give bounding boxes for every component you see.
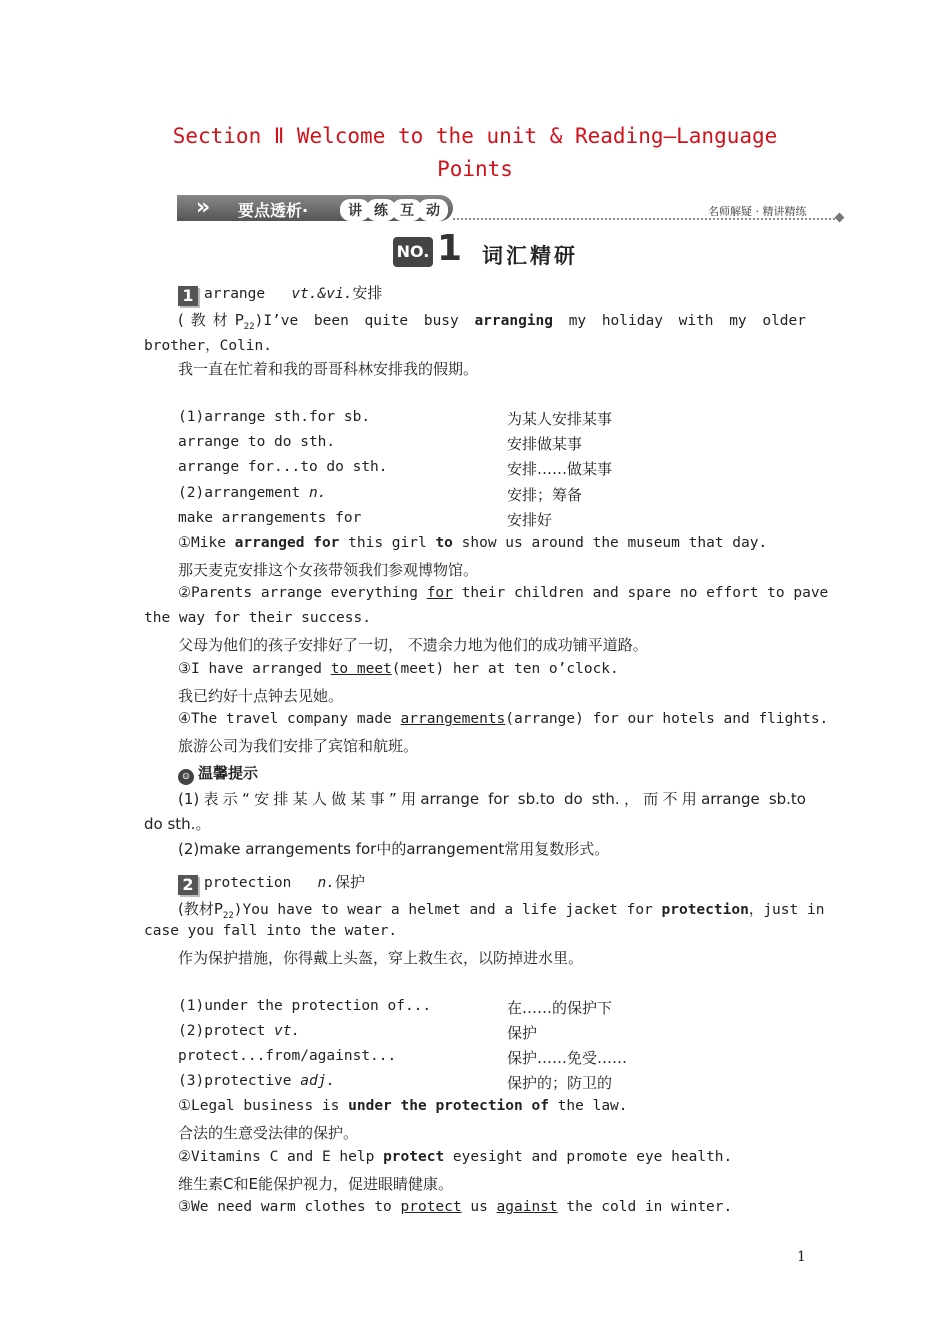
phrase-zh: 安排；筹备 [507, 486, 583, 504]
phrase-zh: 为某人安排某事 [507, 410, 613, 428]
phrase-zh: 在……的保护下 [507, 999, 613, 1017]
phrase-en: (1)under the protection of... [178, 998, 432, 1014]
phrase-en: protect...from/against... [178, 1048, 397, 1064]
phrase-zh: 保护 [507, 1024, 538, 1042]
diamond-icon [835, 213, 845, 223]
example-sentence-1-zh: 合法的生意受法律的保护。 [178, 1124, 359, 1142]
section-title: 词汇精研 [482, 244, 578, 268]
example-sentence-3: ③I have arranged to meet(meet) her at ten o’clock. [178, 661, 619, 677]
entry-number-badge: 2 [178, 875, 198, 895]
phrase-en: arrange to do sth. [178, 434, 336, 450]
tip-1-cont: do sth.。 [144, 815, 211, 833]
page-title: Section Ⅱ Welcome to the unit & Reading—Language [172, 124, 778, 148]
example-sentence-3: ③We need warm clothes to protect us against the cold in winter. [178, 1199, 733, 1215]
phrase-en: (2)arrangement n. [178, 485, 327, 501]
phrase-en: (2)protect vt. [178, 1023, 301, 1039]
tip-2: (2)make arrangements for中的arrangement常用复数形式。 [178, 840, 610, 858]
banner-pill-1: 讲 [340, 199, 370, 221]
example-sentence-1: ①Mike arranged for this girl to show us around the museum that day. [178, 535, 768, 551]
phrase-zh: 保护……免受…… [507, 1049, 628, 1067]
phrase-en: make arrangements for [178, 510, 362, 526]
double-chevron-icon: » [196, 195, 211, 220]
phrase-en: (1)arrange sth.for sb. [178, 409, 371, 425]
textbook-example-zh: 作为保护措施，你得戴上头盔，穿上救生衣，以防掉进水里。 [178, 949, 584, 967]
example-sentence-2: ②Parents arrange everything for their children and spare no effort to pave [178, 585, 829, 601]
banner-pill-2: 练 [366, 199, 396, 221]
banner-title: 要点透析· [238, 201, 309, 220]
phrase-zh: 安排……做某事 [507, 460, 613, 478]
phrase-zh: 保护的；防卫的 [507, 1074, 613, 1092]
textbook-example: (教材$P_{22})I’ve$ been quite busy arranging my holiday with my older [178, 311, 806, 332]
entry-heading-protection: 2 protection n.保护 [178, 871, 365, 895]
page-number: 1 [797, 1249, 806, 1265]
smile-icon: ☺ [178, 769, 194, 785]
example-sentence-4-zh: 旅游公司为我们安排了宾馆和航班。 [178, 737, 419, 755]
banner-pill-4: 动 [418, 199, 448, 221]
tip-1: (1)表示“安排某人做某事”用arrange for sb.to do sth.，而不用arrange sb.to [178, 790, 806, 808]
example-sentence-4: ④The travel company made arrangements(arrange) for our hotels and flights. [178, 711, 829, 727]
example-sentence-2-cont: the way for their success. [144, 610, 371, 626]
phrase-zh: 安排做某事 [507, 435, 583, 453]
page-title-line2: Points [437, 157, 513, 181]
textbook-example-cont: case you fall into the water. [144, 923, 398, 939]
textbook-example: (教材$P_{22})You$ have to wear a helmet and a life jacket for protection，just in [178, 900, 825, 921]
entry-heading-arrange: 1 arrange vt.&vi.安排 [178, 282, 382, 306]
no-badge: NO. [393, 237, 433, 267]
phrase-en: arrange for...to do sth. [178, 459, 388, 475]
banner-subtitle: 名师解疑 · 精讲精练 [708, 205, 807, 218]
banner-pill-3: 互 [392, 199, 422, 221]
textbook-example-cont: brother，Colin. [144, 338, 272, 354]
phrase-en: (3)protective adj. [178, 1073, 336, 1089]
tip-heading: ☺ 温馨提示 [178, 762, 258, 785]
example-sentence-3-zh: 我已约好十点钟去见她。 [178, 687, 344, 705]
example-sentence-1: ①Legal business is under the protection of the law. [178, 1098, 628, 1114]
entry-number-badge: 1 [178, 286, 198, 306]
example-sentence-2: ②Vitamins C and E help protect eyesight and promote eye health. [178, 1149, 733, 1165]
example-sentence-1-zh: 那天麦克安排这个女孩带领我们参观博物馆。 [178, 561, 479, 579]
example-sentence-2-zh: 维生素C和E能保护视力，促进眼睛健康。 [178, 1175, 453, 1193]
no-number: 1 [437, 228, 463, 269]
phrase-zh: 安排好 [507, 511, 553, 529]
textbook-example-zh: 我一直在忙着和我的哥哥科林安排我的假期。 [178, 360, 479, 378]
example-sentence-2-zh: 父母为他们的孩子安排好了一切， 不遗余力地为他们的成功铺平道路。 [178, 636, 648, 654]
